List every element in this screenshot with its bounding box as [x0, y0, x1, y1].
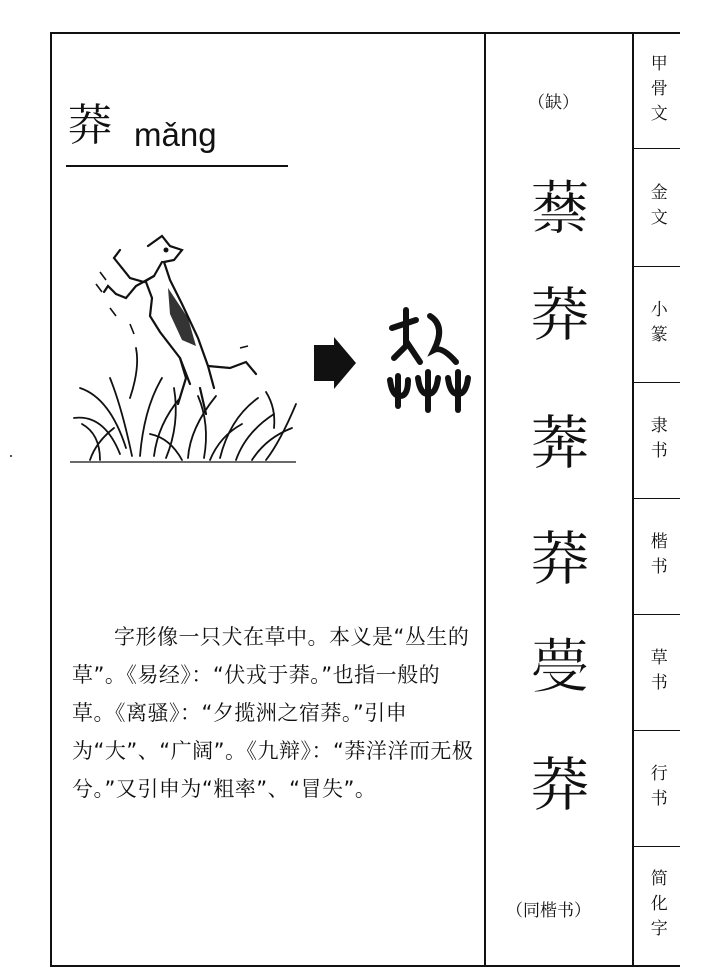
tab-separator — [632, 266, 680, 267]
running-script-form: 莽 — [530, 751, 589, 819]
cursive-script-form: 𦴋 — [530, 633, 589, 701]
ancient-glyph-icon — [386, 306, 476, 416]
tab-simplified[interactable]: 简化字 — [646, 868, 667, 944]
entry-pinyin: mǎng — [134, 116, 217, 153]
page-frame — [50, 32, 680, 967]
simplified-same-note: （同楷书） — [506, 901, 591, 921]
tab-separator — [632, 382, 680, 383]
tab-separator — [632, 498, 680, 499]
tab-separator — [632, 730, 680, 731]
tab-bronze[interactable]: 金文 — [646, 183, 667, 233]
bronze-script-form: 𦽔 — [530, 175, 589, 243]
title-underline — [66, 165, 288, 167]
tab-separator — [632, 614, 680, 615]
seal-script-form: 莽 — [530, 281, 589, 349]
dog-in-grass-illustration — [70, 228, 300, 468]
description-text: 字形像一只犬在草中。本义是“丛生的草”。《易经》：“伏戎于莽。”也指一般的草。《离骚》：“夕揽洲之宿莽。”引申为“大”、“广阔”。《九辩》：“莽洋洋而无极兮。”又引申为“粗率”、“冒失”。 — [72, 625, 474, 801]
entry-character: 莽 — [68, 100, 112, 151]
scan-speck — [10, 455, 12, 457]
regular-script-form: 莽 — [530, 525, 589, 593]
tab-separator — [632, 846, 680, 847]
clerical-script-form: 莾 — [530, 409, 589, 477]
tab-separator — [632, 148, 680, 149]
right-arrow-icon — [312, 335, 358, 391]
tab-running[interactable]: 行书 — [646, 764, 667, 814]
tab-regular[interactable]: 楷书 — [646, 532, 667, 582]
tab-oracle-bone[interactable]: 甲骨文 — [646, 53, 667, 129]
column-divider — [484, 32, 486, 967]
tab-clerical[interactable]: 隶书 — [646, 416, 667, 466]
oracle-missing-note: （缺） — [528, 93, 579, 113]
tab-small-seal[interactable]: 小篆 — [646, 300, 667, 350]
tab-cursive[interactable]: 草书 — [646, 648, 667, 698]
